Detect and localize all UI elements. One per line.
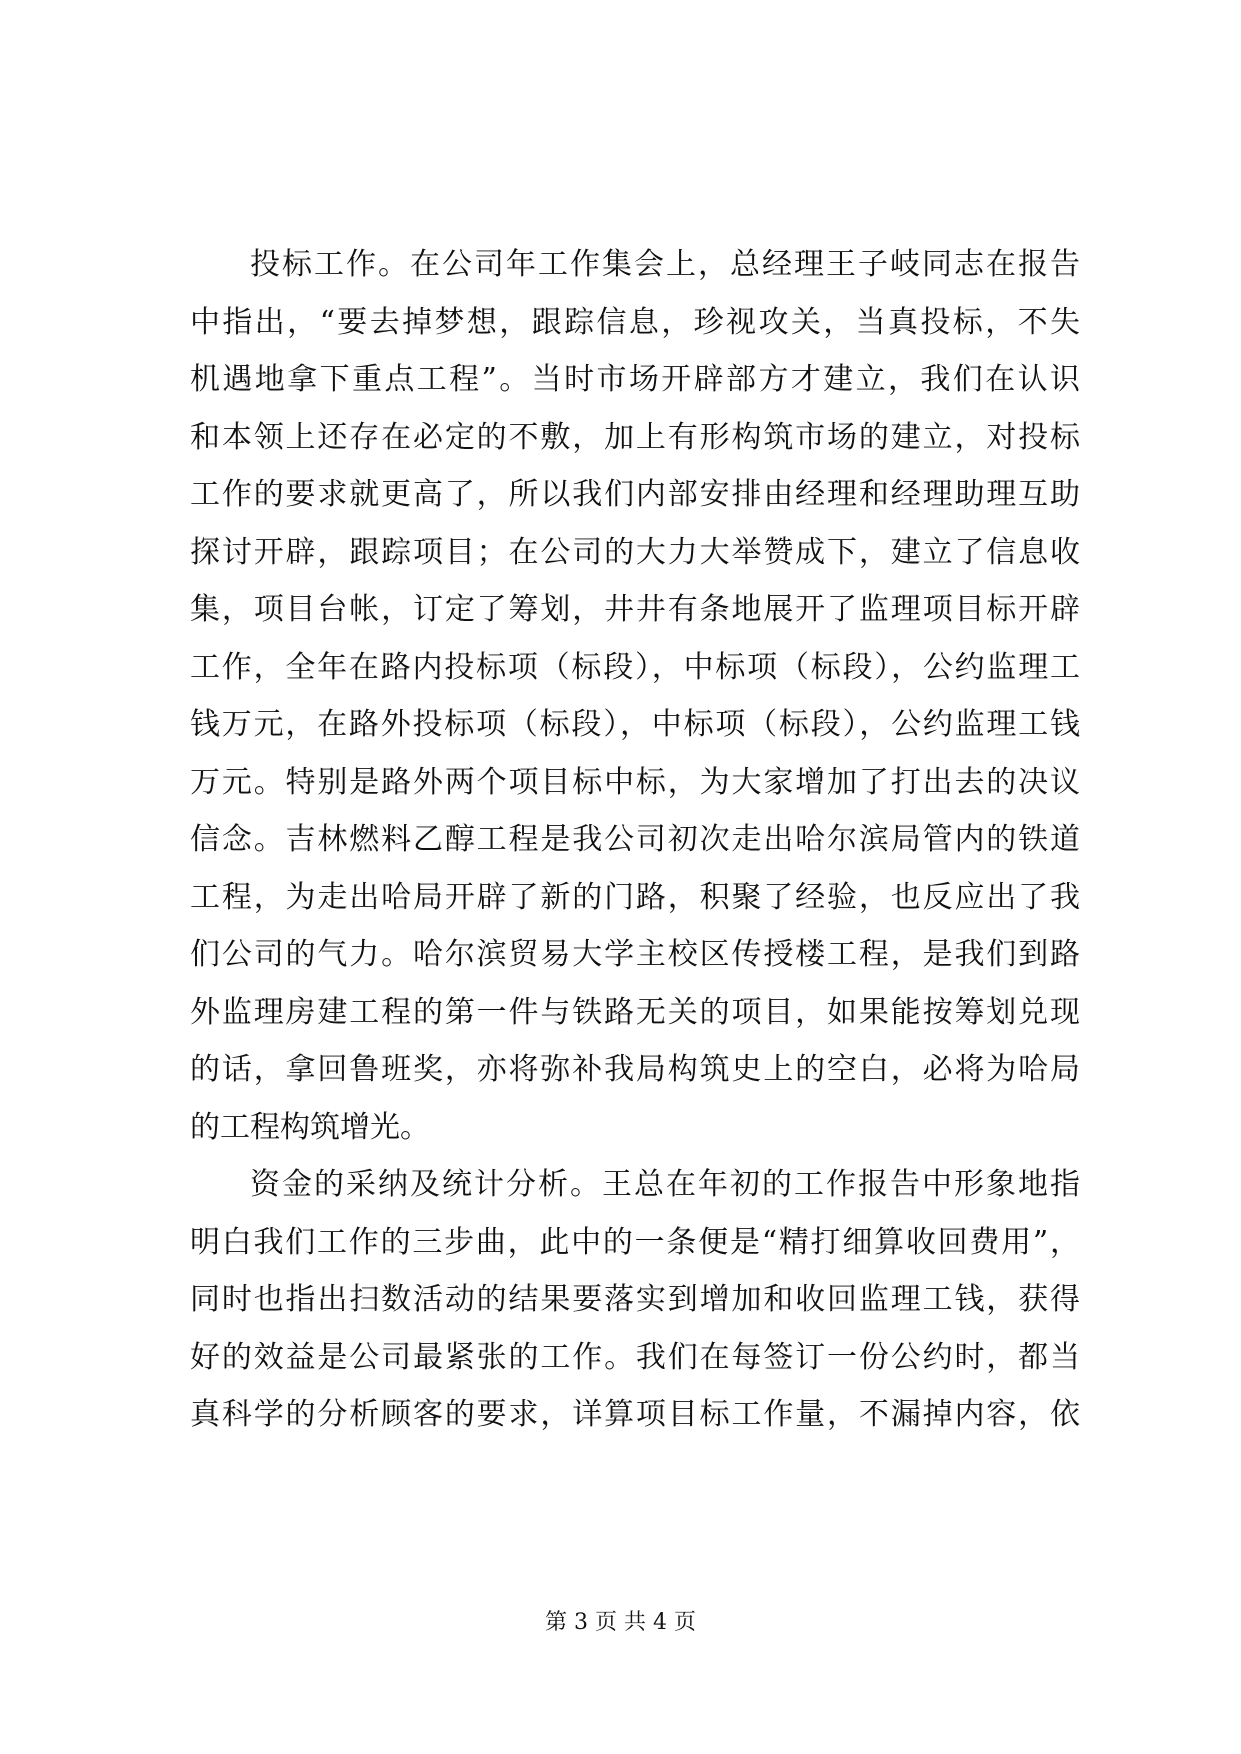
text-line: 真科学的分析顾客的要求，详算项目标工作量，不漏掉内容，依 — [190, 1397, 1080, 1432]
text-line: 同时也指出扫数活动的结果要落实到增加和收回监理工钱，获得 — [190, 1282, 1080, 1317]
page-number-footer: 第 3 页 共 4 页 — [545, 1610, 696, 1635]
text-line: 中指出，“要去掉梦想，跟踪信息，珍视攻关，当真投标，不失 — [190, 304, 1080, 340]
text-line: 好的效益是公司最紧张的工作。我们在每签订一份公约时，都当 — [190, 1339, 1080, 1375]
text-line: 外监理房建工程的第一件与铁路无关的项目，如果能按筹划兑现 — [190, 994, 1080, 1030]
text-line: 和本领上还存在必定的不敷，加上有形构筑市场的建立，对投标 — [190, 419, 1080, 455]
text-line: 们公司的气力。哈尔滨贸易大学主校区传授楼工程，是我们到路 — [190, 937, 1080, 972]
text-line: 工作的要求就更高了，所以我们内部安排由经理和经理助理互助 — [190, 477, 1080, 512]
text-line: 的工程构筑增光。 — [190, 1109, 430, 1145]
text-line: 工程，为走出哈局开辟了新的门路，积聚了经验，也反应出了我 — [190, 879, 1080, 915]
text-line: 资金的采纳及统计分析。王总在年初的工作报告中形象地指 — [250, 1167, 1080, 1202]
text-line: 工作，全年在路内投标项（标段），中标项（标段），公约监理工 — [190, 649, 1080, 685]
text-line: 明白我们工作的三步曲，此中的一条便是“精打细算收回费用”， — [190, 1224, 1080, 1260]
text-line: 信念。吉林燃料乙醇工程是我公司初次走出哈尔滨局管内的铁道 — [190, 822, 1080, 857]
text-line: 集，项目台帐，订定了筹划，井井有条地展开了监理项目标开辟 — [190, 592, 1080, 627]
text-line: 万元。特别是路外两个项目标中标，为大家增加了打出去的决议 — [190, 764, 1080, 800]
text-line: 投标工作。在公司年工作集会上，总经理王子岐同志在报告 — [250, 247, 1080, 282]
text-line: 的话，拿回鲁班奖，亦将弥补我局构筑史上的空白，必将为哈局 — [190, 1052, 1080, 1087]
text-line: 钱万元，在路外投标项（标段），中标项（标段），公约监理工钱 — [190, 707, 1080, 742]
text-line: 机遇地拿下重点工程”。当时市场开辟部方才建立，我们在认识 — [190, 362, 1080, 397]
body-text — [190, 236, 1080, 1444]
text-line: 探讨开辟，跟踪项目；在公司的大力大举赞成下，建立了信息收 — [190, 534, 1080, 570]
